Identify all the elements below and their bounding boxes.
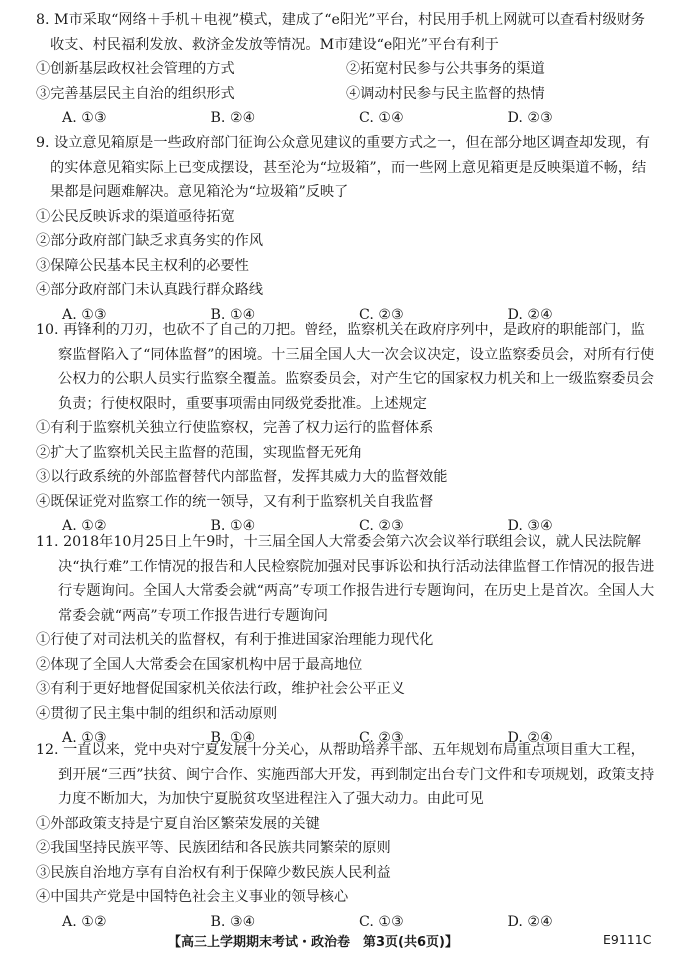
question-8-option-1: ①创新基层政权社会管理的方式 xyxy=(36,61,235,77)
question-11-option-2: ②体现了全国人大常委会在国家机构中居于最高地位 xyxy=(36,656,363,673)
question-8-stem: 8. M市采取“网络＋手机＋电视”模式，建成了“e阳光”平台，村民用手机上网就可以查看村级财务收支、村民福利发放、救济金发放等情况。M市建设“e阳光”平台有利于 xyxy=(36,12,646,53)
question-9-answer-b[interactable]: B. ①④ xyxy=(210,306,256,323)
question-12-stem: 12. 一直以来，党中央对宁夏发展十分关心，从帮助培养干部、五年规划布局重点项目重大工程，到开展“三西”扶贫、闽宁合作、实施西部大开发，再到制定出台专门文件和专项规划，政策支持力度不断加大，为加快宁夏脱贫攻坚进程注入了强大动力。由此可见 xyxy=(36,742,655,807)
question-8-option-2: ②拓宽村民参与公共事务的渠道 xyxy=(346,61,545,77)
footer-code: E9111C xyxy=(603,932,652,947)
question-9-option-2: ②部分政府部门缺乏求真务实的作风 xyxy=(36,233,264,249)
question-12-option-1: ①外部政策支持是宁夏自治区繁荣发展的关键 xyxy=(36,815,320,832)
question-9-answer-a[interactable]: A. ①③ xyxy=(62,306,107,323)
question-10-stem: 10. 再锋利的刀刃，也砍不了自己的刀把。曾经，监察机关在政府序列中，是政府的职能部门，监察监督陷入了“同体监督”的困境。十三届全国人大一次会议决定，设立监察委员会，对所有行使公权力的公职人员实行监察全覆盖。监察委员会，对产生它的国家权力机关和上一级监察委员会负责；行使权限时，重要事项需由同级党委批准。上述规定 xyxy=(36,322,655,412)
question-10-option-1: ①有利于监察机关独立行使监察权，完善了权力运行的监督体系 xyxy=(36,420,434,436)
question-9 xyxy=(36,131,656,327)
question-8-option-4: ④调动村民参与民主监督的热情 xyxy=(346,85,545,102)
question-10-answer-a[interactable]: A. ①② xyxy=(62,518,107,534)
footer-title: 【高三上学期期末考试・政治卷 第3页(共6页)】 xyxy=(168,935,458,950)
question-10-answer-d[interactable]: D. ③④ xyxy=(507,518,553,534)
question-8-option-3: ③完善基层民主自治的组织形式 xyxy=(36,85,235,102)
question-8 xyxy=(36,8,656,131)
question-9-answer-d[interactable]: D. ②④ xyxy=(507,306,553,323)
question-12-answer-b[interactable]: B. ③④ xyxy=(210,913,256,930)
question-11-answer-a[interactable]: A. ①③ xyxy=(62,730,107,746)
question-12-answer-d[interactable]: D. ②④ xyxy=(507,913,553,930)
question-8-options-row-1 xyxy=(36,57,656,82)
question-11-stem: 11. 2018年10月25日上午9时，十三届全国人大常委会第六次会议举行联组会议，就人民法院解决“执行难”工作情况的报告和人民检察院加强对民事诉讼和执行活动法律监督工作情况的报告进行专题询问。全国人大常委会就“两高”专项工作报告进行专题询问，在历史上是首次。全国人大常委会就“两高”专项工作报告进行专题询问 xyxy=(36,534,655,624)
question-10-option-4: ④既保证党对监察工作的统一领导，又有利于监察机关自我监督 xyxy=(36,493,434,510)
question-10-answer-b[interactable]: B. ①④ xyxy=(210,518,256,534)
question-10-answer-c[interactable]: C. ②③ xyxy=(359,518,404,534)
question-10 xyxy=(36,318,656,539)
question-10-option-2: ②扩大了监察机关民主监督的范围，实现监督无死角 xyxy=(36,444,363,461)
question-11-option-3: ③有利于更好地督促国家机关依法行政，维护社会公平正义 xyxy=(36,681,405,697)
question-8-options-row-2 xyxy=(36,82,656,107)
question-12-option-2: ②我国坚持民族平等、民族团结和各民族共同繁荣的原则 xyxy=(36,840,391,856)
question-12-answer-a[interactable]: A. ①② xyxy=(62,913,107,930)
question-11-answer-b[interactable]: B. ①④ xyxy=(210,730,256,746)
question-10-option-3: ③以行政系统的外部监督替代内部监督，发挥其威力大的监督效能 xyxy=(36,469,448,485)
question-9-option-1: ①公民反映诉求的渠道亟待拓宽 xyxy=(36,208,235,225)
question-11-option-1: ①行使了对司法机关的监督权，有利于推进国家治理能力现代化 xyxy=(36,632,434,648)
question-12-answer-c[interactable]: C. ①③ xyxy=(359,913,404,930)
question-11-option-4: ④贯彻了民主集中制的组织和活动原则 xyxy=(36,705,278,722)
question-12-option-4: ④中国共产党是中国特色社会主义事业的领导核心 xyxy=(36,889,349,905)
question-12-option-3: ③民族自治地方享有自治权有利于保障少数民族人民利益 xyxy=(36,864,391,881)
question-9-stem: 9. 设立意见箱原是一些政府部门征询公众意见建议的重要方式之一，但在部分地区调查却发现，有的实体意见箱实际上已变成摆设，甚至沦为“垃圾箱”，而一些网上意见箱更是反映渠道不畅，结果都是问题难解决。意见箱沦为“垃圾箱”反映了 xyxy=(36,135,650,200)
question-8-answers xyxy=(36,106,656,131)
question-8-answer-c[interactable]: C. ①④ xyxy=(359,110,404,126)
question-11-answer-d[interactable]: D. ②④ xyxy=(507,730,553,746)
question-8-answer-d[interactable]: D. ②③ xyxy=(507,110,553,126)
question-9-option-3: ③保障公民基本民主权利的必要性 xyxy=(36,257,249,274)
question-9-option-4: ④部分政府部门未认真践行群众路线 xyxy=(36,282,264,298)
question-9-answer-c[interactable]: C. ②③ xyxy=(359,306,404,323)
question-8-answer-a[interactable]: A. ①③ xyxy=(62,110,107,126)
question-12 xyxy=(36,738,656,934)
page-footer xyxy=(0,931,677,951)
question-8-answer-b[interactable]: B. ②④ xyxy=(210,110,256,126)
question-11-answer-c[interactable]: C. ②③ xyxy=(359,730,404,746)
question-11 xyxy=(36,530,656,751)
